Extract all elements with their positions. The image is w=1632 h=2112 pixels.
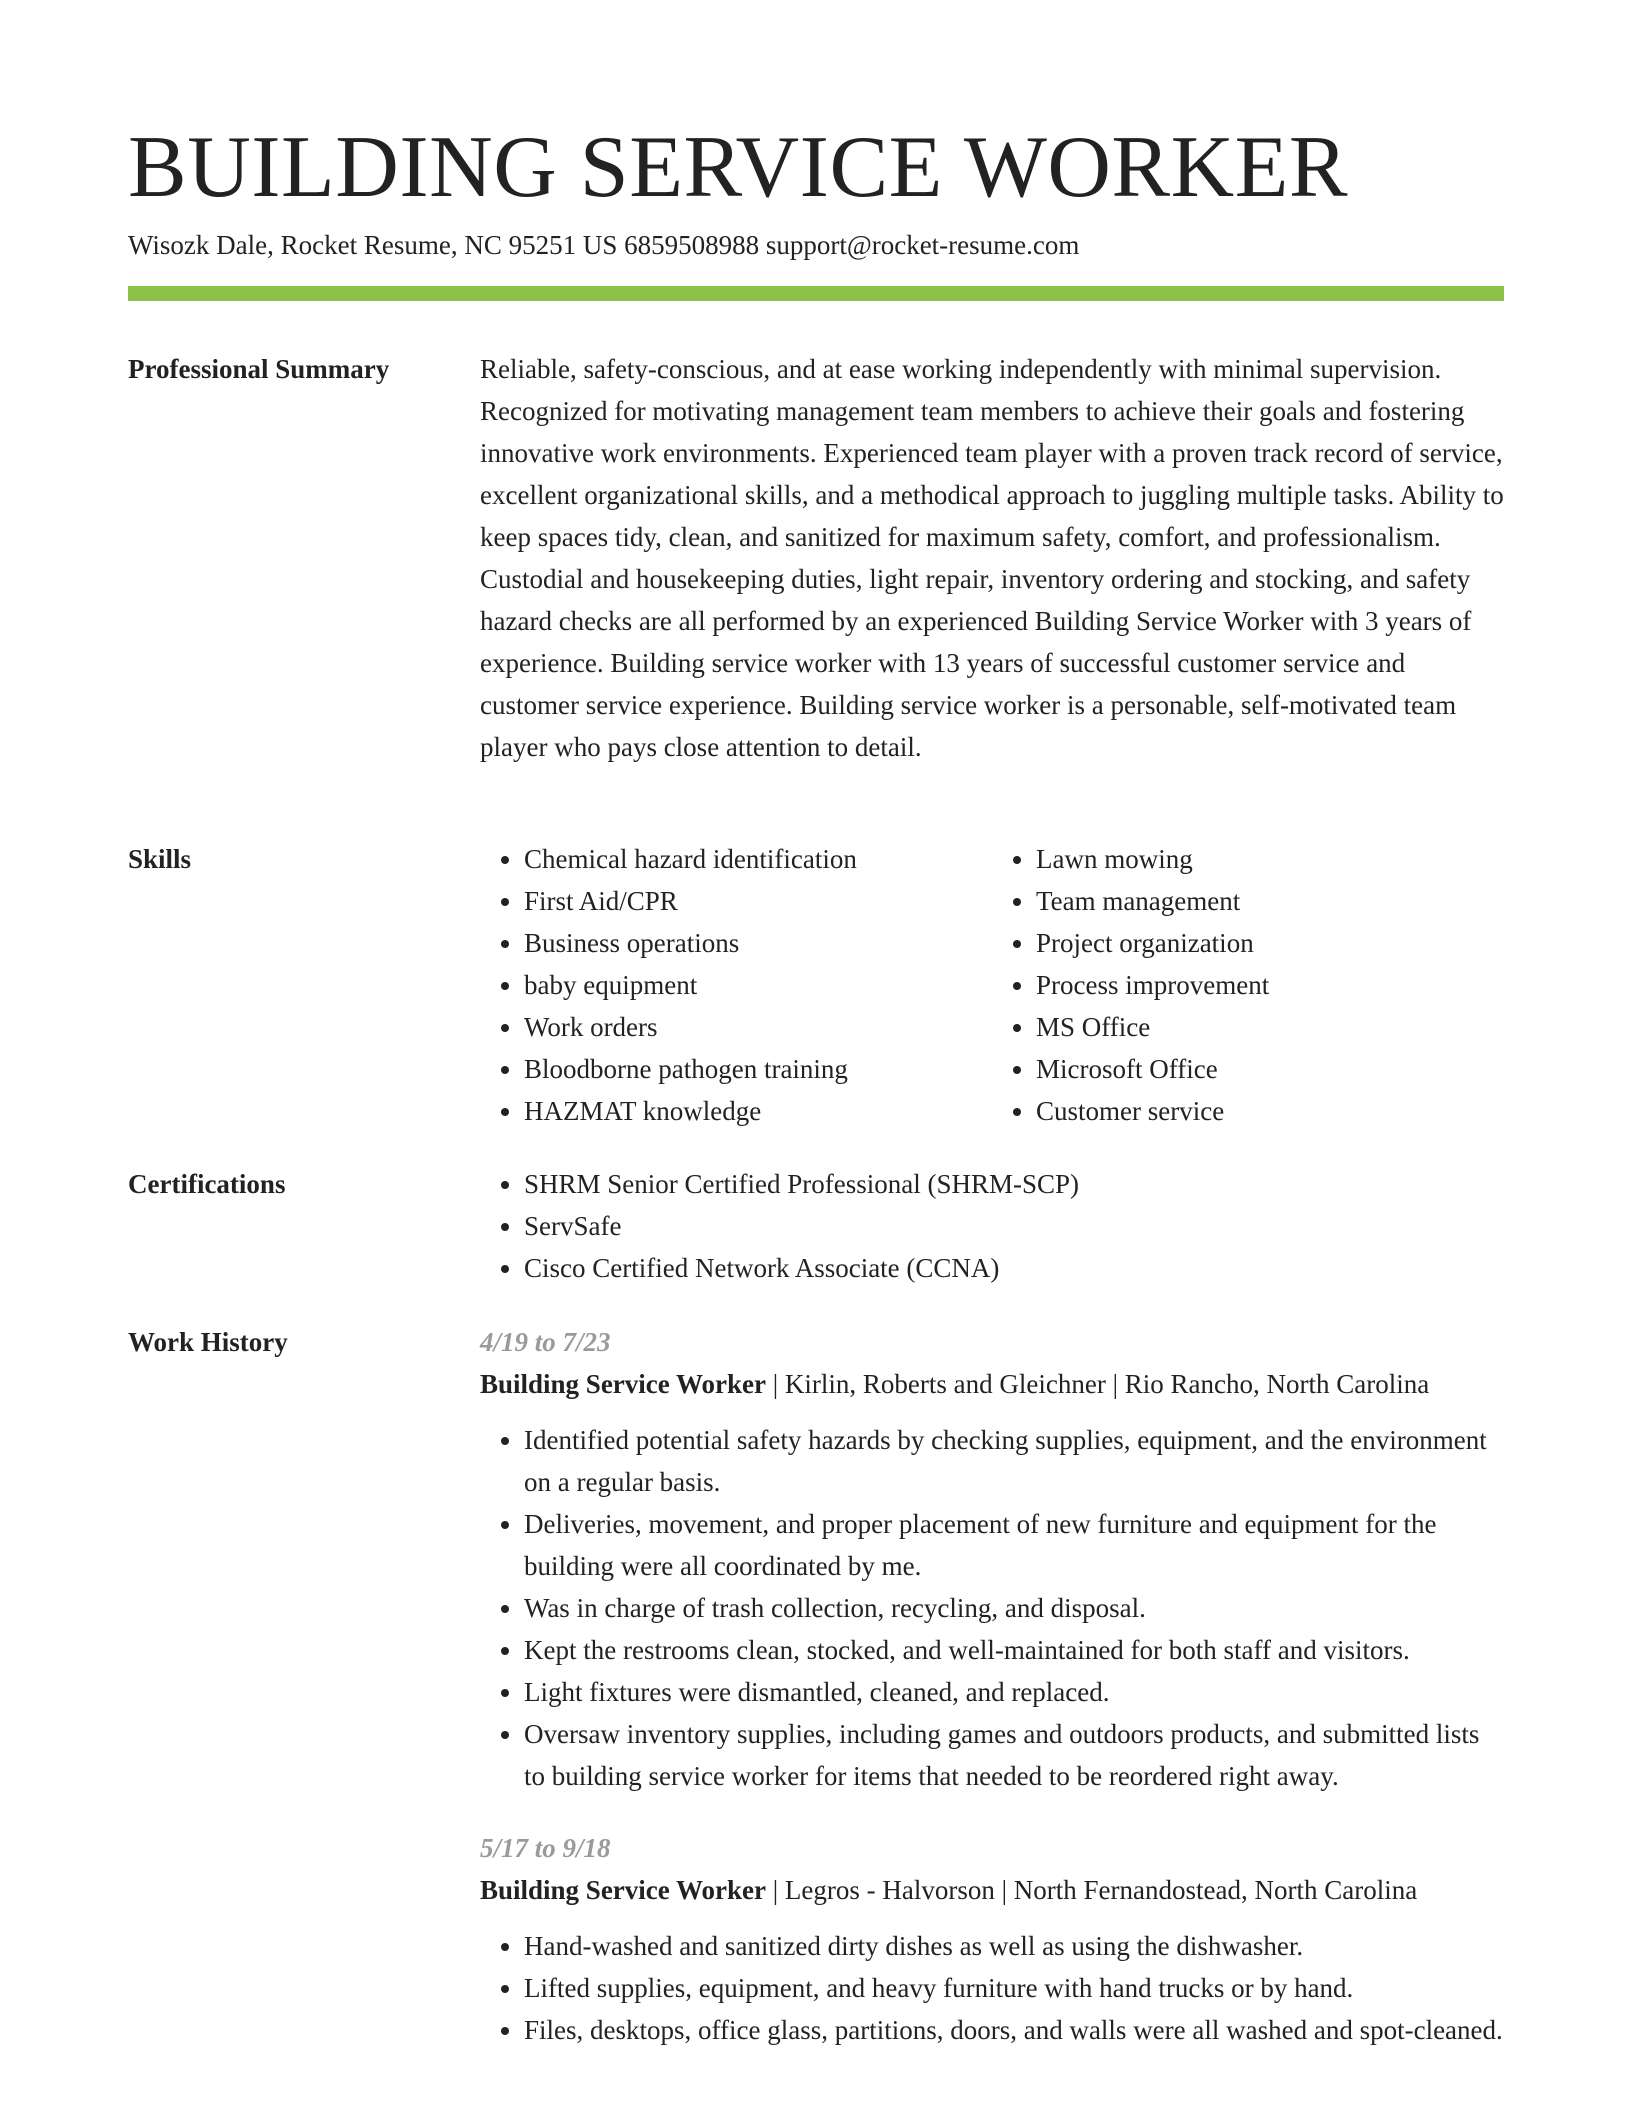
job-title: Building Service Worker xyxy=(480,1369,767,1399)
job-details: | Kirlin, Roberts and Gleichner | Rio Rancho, North Carolina xyxy=(766,1369,1430,1399)
list-item: • Kept the restrooms clean, stocked, and well-maintained for both staff and visitors. xyxy=(524,1629,1504,1671)
job-entry xyxy=(480,1827,1504,2051)
list-item: • Team management xyxy=(1036,880,1504,922)
list-item: • Cisco Certified Network Associate (CCNA) xyxy=(524,1247,1504,1289)
summary-label: Professional Summary xyxy=(128,354,390,384)
certifications-label: Certifications xyxy=(128,1169,286,1199)
skills-list-left xyxy=(480,838,992,1132)
list-item: • baby equipment xyxy=(524,964,992,1006)
skills-label: Skills xyxy=(128,844,192,874)
list-item: • Lifted supplies, equipment, and heavy furniture with hand trucks or by hand. xyxy=(524,1967,1504,2009)
list-item: • Hand-washed and sanitized dirty dishes as well as using the dishwasher. xyxy=(524,1925,1504,1967)
job-bullets xyxy=(480,1925,1504,2051)
job-dates: 4/19 to 7/23 xyxy=(480,1327,611,1357)
list-item: • MS Office xyxy=(1036,1006,1504,1048)
list-item: • Project organization xyxy=(1036,922,1504,964)
list-item: • Light fixtures were dismantled, cleaned, and replaced. xyxy=(524,1671,1504,1713)
job-heading xyxy=(480,1363,1504,1405)
resume-title: BUILDING SERVICE WORKER xyxy=(128,119,1349,216)
job-dates: 5/17 to 9/18 xyxy=(480,1833,611,1863)
skills-body xyxy=(480,838,1504,1132)
list-item: • Business operations xyxy=(524,922,992,964)
work-history-body xyxy=(480,1321,1504,2081)
list-item: • First Aid/CPR xyxy=(524,880,992,922)
list-item: • Bloodborne pathogen training xyxy=(524,1048,992,1090)
job-bullets xyxy=(480,1419,1504,1797)
list-item: • Customer service xyxy=(1036,1090,1504,1132)
list-item: • HAZMAT knowledge xyxy=(524,1090,992,1132)
list-item: • Oversaw inventory supplies, including games and outdoors products, and submitted lists to building service worker for items that needed to be reordered right away. xyxy=(524,1713,1504,1797)
list-item: • Lawn mowing xyxy=(1036,838,1504,880)
list-item: • Chemical hazard identification xyxy=(524,838,992,880)
job-heading xyxy=(480,1869,1504,1911)
job-entry xyxy=(480,1321,1504,1797)
contact-info: Wisozk Dale, Rocket Resume, NC 95251 US 6859508988 support@rocket-resume.com xyxy=(128,230,1080,260)
list-item: • Work orders xyxy=(524,1006,992,1048)
skills-list-right xyxy=(992,838,1504,1132)
list-item: • Deliveries, movement, and proper placement of new furniture and equipment for the building were all coordinated by me. xyxy=(524,1503,1504,1587)
list-item: • Process improvement xyxy=(1036,964,1504,1006)
list-item: • ServSafe xyxy=(524,1205,1504,1247)
resume-header xyxy=(128,118,1504,262)
list-item: • Identified potential safety hazards by checking supplies, equipment, and the environment on a regular basis. xyxy=(524,1419,1504,1503)
job-details: | Legros - Halvorson | North Fernandostead, North Carolina xyxy=(766,1875,1418,1905)
certifications-list xyxy=(480,1163,1504,1289)
list-item: • SHRM Senior Certified Professional (SHRM-SCP) xyxy=(524,1163,1504,1205)
job-title: Building Service Worker xyxy=(480,1875,767,1905)
accent-divider xyxy=(128,286,1504,301)
list-item: • Microsoft Office xyxy=(1036,1048,1504,1090)
work-history-label: Work History xyxy=(128,1327,288,1357)
certifications-body xyxy=(480,1163,1504,1289)
summary-text: Reliable, safety-conscious, and at ease working independently with minimal supervision. Recognized for motivating management team members to achieve their goals and fostering innovative work environments. Experienced team player with a proven track record of service, excellent organizational skills, and a methodical approach to juggling multiple tasks. Ability to keep spaces tidy, clean, and sanitized for maximum safety, comfort, and professionalism. Custodial and housekeeping duties, light repair, inventory ordering and stocking, and safety hazard checks are all performed by an experienced Building Service Worker with 3 years of experience. Building service worker with 13 years of successful customer service and customer service experience. Building service worker is a personable, self-motivated team player who pays close attention to detail. xyxy=(480,354,1504,762)
list-item: • Files, desktops, office glass, partitions, doors, and walls were all washed and spot-cleaned. xyxy=(524,2009,1504,2051)
list-item: • Was in charge of trash collection, recycling, and disposal. xyxy=(524,1587,1504,1629)
summary-body xyxy=(480,348,1504,768)
